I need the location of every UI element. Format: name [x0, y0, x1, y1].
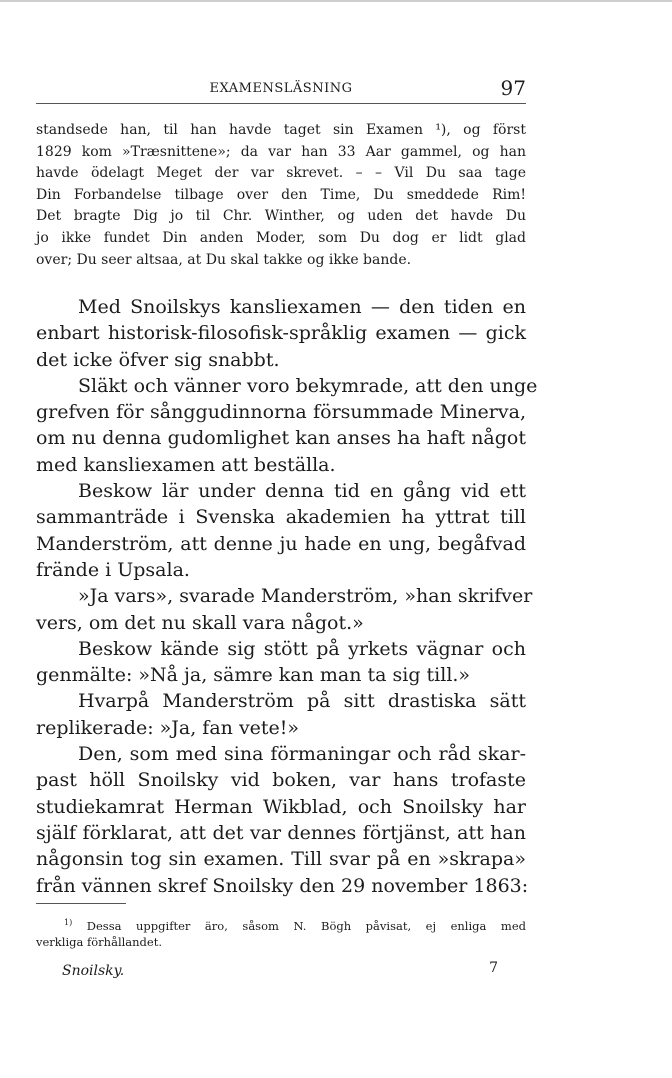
footnote-line: [36, 918, 526, 934]
body-line: Den, som med sina förmaningar och råd skar-: [78, 743, 526, 766]
body-line: Med Snoilskys kansliexamen — den tiden en: [78, 296, 526, 318]
body-line: grefven för sånggudinnorna försummade Minerva,: [36, 401, 526, 424]
running-title: EXAMENSLÄSNING: [209, 81, 353, 96]
body-line: »Ja vars», svarade Manderström, »han skrifver: [78, 585, 533, 608]
body-line: Manderström, att denne ju hade en ung, begåfvad: [36, 532, 526, 555]
body-line: past höll Snoilsky vid boken, var hans trofaste: [36, 769, 526, 792]
body-line: sammanträde i Svenska akademien ha yttrat till: [36, 506, 526, 529]
quoted-letter: [36, 120, 526, 271]
page-header: [36, 76, 526, 100]
page-number: 97: [500, 76, 526, 100]
signature-name: Snoilsky.: [62, 963, 125, 979]
quote-line: over; Du seer altsaa, at Du skal takke og ikke bande.: [36, 251, 412, 268]
footnote-rule: [36, 903, 126, 904]
body-line: enbart historisk-filosofisk-språklig examen — gick: [36, 322, 526, 345]
body-line: det icke öfver sig snabbt.: [36, 348, 280, 371]
footnote: [36, 918, 526, 950]
quote-line: 1829 kom »Træsnittene»; da var han 33 Aar gammel, og han: [36, 143, 526, 160]
body-line: replikerade: »Ja, fan vete!»: [36, 716, 300, 739]
body-line: Släkt och vänner voro bekymrade, att den unge: [78, 374, 538, 397]
body-line: Hvarpå Manderström på sitt drastiska sätt: [78, 690, 526, 713]
quote-line: jo ikke fundet Din anden Moder, som Du dog er lidt glad: [36, 229, 526, 246]
body-line: frände i Upsala.: [36, 558, 190, 581]
quote-line: Din Forbandelse tilbage over den Time, Du smeddede Rim!: [36, 186, 526, 203]
body-line: Beskow kände sig stött på yrkets vägnar och: [78, 637, 526, 660]
footnote-line: verkliga förhållandet.: [36, 935, 163, 949]
footnote-marker: 1): [64, 918, 73, 928]
footnote-text: Dessa uppgifter äro, såsom N. Bögh påvisat, ej enliga med: [86, 919, 527, 933]
body-line: om nu denna gudomlighet kan anses ha haft något: [36, 427, 526, 450]
quote-line: Det bragte Dig jo til Chr. Winther, og uden det havde Du: [36, 208, 526, 225]
body-line: någonsin tog sin examen. Till svar på en »skrapa»: [36, 848, 526, 871]
body-line: från vännen skref Snoilsky den 29 november 1863:: [36, 874, 529, 897]
body-text: [36, 294, 538, 899]
sheet-mark: 7: [489, 960, 498, 976]
body-line: med kansliexamen att beställa.: [36, 453, 336, 476]
quote-line: standsede han, til han havde taget sin Examen ¹), og först: [36, 122, 526, 138]
quote-line: havde ödelagt Meget der var skrevet. – – Vil Du saa tage: [36, 165, 526, 182]
body-line: Beskow lär under denna tid en gång vid ett: [78, 480, 526, 503]
body-line: själf förklarat, att det var dennes förtjänst, att han: [36, 821, 526, 844]
body-line: vers, om det nu skall vara något.»: [36, 611, 364, 634]
body-line: studiekamrat Herman Wikblad, och Snoilsky har: [36, 795, 526, 818]
body-line: genmälte: »Nå ja, sämre kan man ta sig till.»: [36, 664, 471, 687]
page-top-edge: [0, 0, 672, 2]
header-rule: [36, 103, 526, 104]
sheet-signature: [62, 960, 498, 980]
